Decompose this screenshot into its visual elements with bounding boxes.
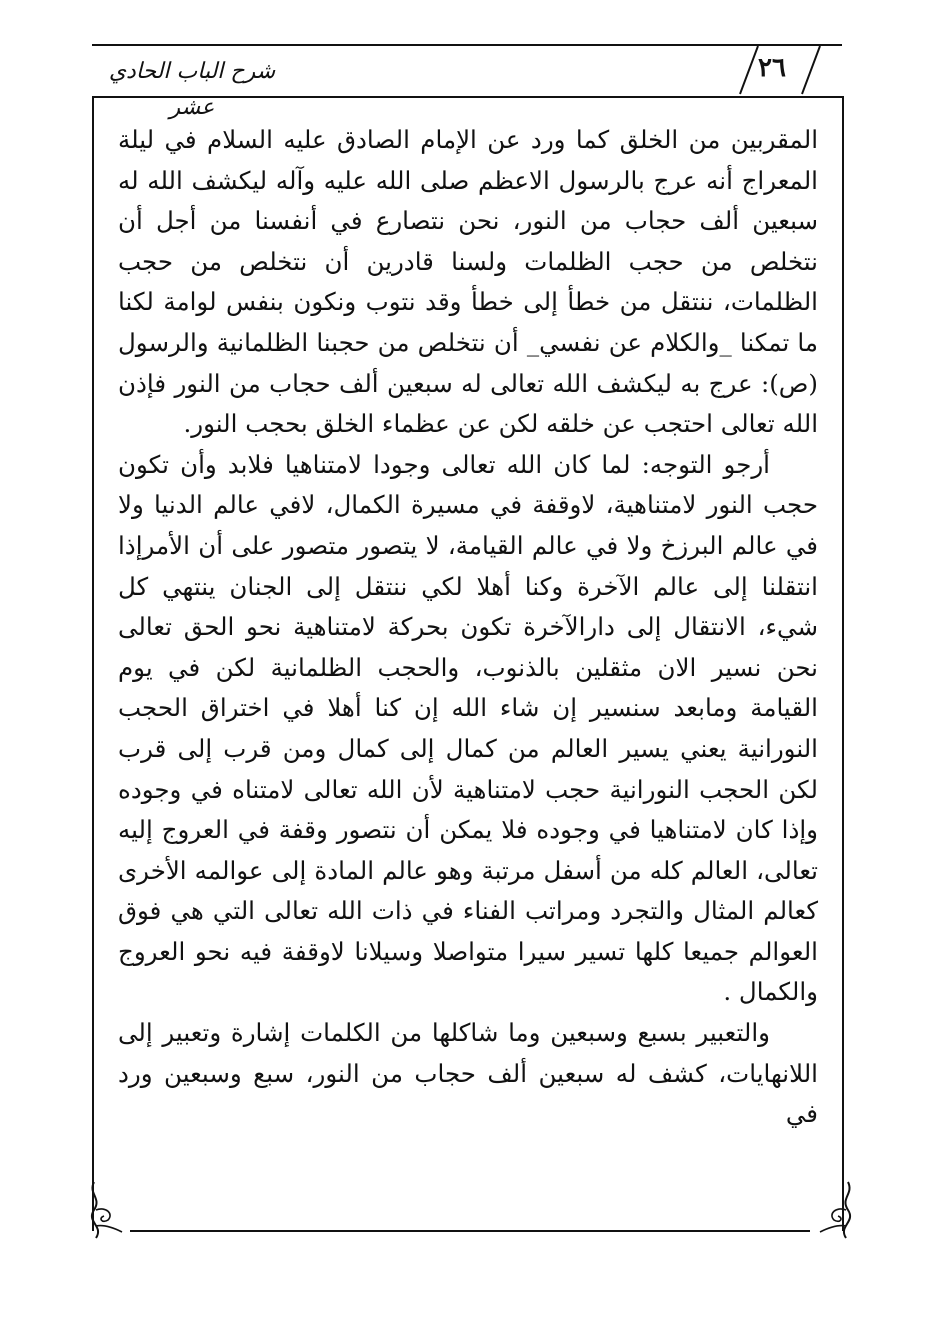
paragraph-1: المقربين من الخلق كما ورد عن الإمام الصادق عليه السلام في ليلة المعراج أنه عرج بالرسول الاعظم صلى الله عليه وآله ليكشف الله له سبعين ألف حجاب من النور، نحن نتصارع في أنفسنا من أجل أن نتخلص من حجب الظلمات ولسنا قادرين أن نتخلص من حجب الظلمات، ننتقل من خطأ إلى خطأ وقد نتوب ونكون بنفس لوامة لكنا ما تمكنا _والكلام عن نفسي_ أن نتخلص من حجبنا الظلمانية والرسول (ص): عرج به ليكشف الله تعالى له سبعين ألف حجاب من النور فإذن الله تعالى احتجب عن خلقه لكن عن عظماء الخلق بحجب النور. (118, 125, 818, 439)
floral-corner-ornament-right-icon (818, 1180, 858, 1240)
page-number: ٢٦ (758, 53, 786, 83)
floral-corner-ornament-left-icon (84, 1180, 124, 1240)
page-number-box (718, 40, 826, 96)
paragraph-2: أرجو التوجه: لما كان الله تعالى وجودا لامتناهيا فلابد وأن تكون حجب النور لامتناهية، لاوقفة في مسيرة الكمال، لافي عالم الدنيا ولا في عالم البرزخ ولا في عالم القيامة، لا يتصور متصور على أن الأمرإذا انتقلنا إلى عالم الآخرة وكنا أهلا لكي ننتقل إلى الجنان ينتهي كل شيء، الانتقال إلى دارالآخرة تكون بحركة لامتناهية نحو الحق تعالى نحن نسير الان مثقلين بالذنوب، والحجب الظلمانية لكن في يوم القيامة ومابعد سنسير إن شاء الله إن كنا أهلا في اختراق الحجب النورانية يعني يسير العالم من كمال إلى كمال ومن قرب إلى قرب لكن الحجب النورانية حجب لامتناهية لأن الله تعالى لامتناه في وجوده وإذا كان لامتناهيا في وجوده فلا يمكن أن نتصور وقفة في العروج إليه تعالى، العالم كله من أسفل مرتبة وهو عالم المادة إلى عوالمه الأخرى كعالم المثال والتجرد ومراتب الفناء في ذات الله تعالى التي هي فوق العوالم جميعا كلها تسير سيرا متواصلا وسيلانا لاوقفة فيه نحو العروج والكمال . (118, 449, 818, 1007)
body-text (118, 120, 818, 1135)
bottom-rule (130, 1230, 810, 1232)
paragraph-3: والتعبير بسبع وسبعين وما شاكلها من الكلمات إشارة وتعبير إلى اللانهايات، كشف له سبعين ألف حجاب من النور، سبع وسبعين ورد في (118, 1018, 818, 1129)
running-title: شرح الباب الحادي عشر (108, 59, 276, 120)
